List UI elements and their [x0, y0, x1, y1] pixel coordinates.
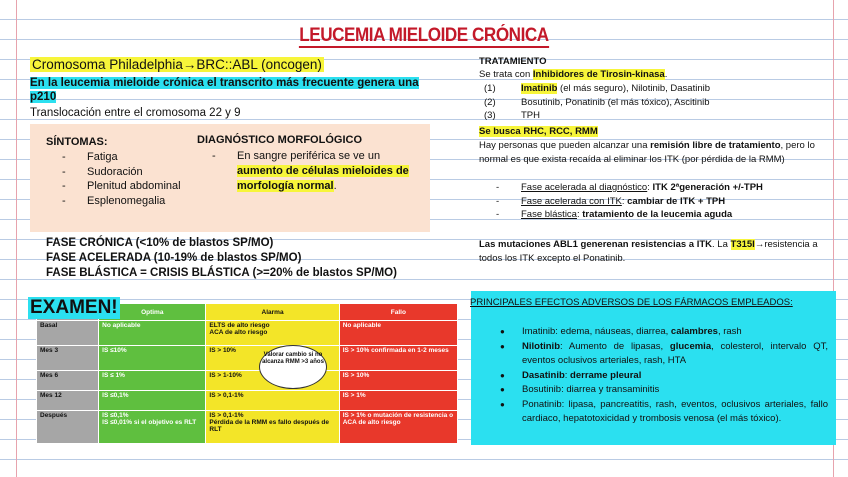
examen-label: EXAMEN! [30, 297, 118, 318]
table-row [37, 411, 458, 444]
table-cell: IS ≤10% [99, 346, 206, 371]
diagnostico-heading: DIAGNÓSTICO MORFOLÓGICO [197, 134, 362, 146]
list-item: (2) Bosutinib, Ponatinib (el más tóxico), Ascitinib [484, 96, 710, 108]
fase-cronica: FASE CRÓNICA (<10% de blastos SP/MO) [46, 237, 274, 249]
list-item: ● Imatinib: edema, náuseas, diarrea, calambres, rash [500, 325, 828, 340]
table-cell: IS > 1-10% [206, 371, 339, 391]
list-item: - Sudoración [46, 165, 196, 180]
diagnostico-text: - En sangre periférica se ve un aumento de células mieloides de morfología normal. [212, 150, 409, 192]
table-cell: Después [37, 411, 99, 444]
table-row [37, 321, 458, 346]
fase-blastica: FASE BLÁSTICA = CRISIS BLÁSTICA (>=20% de blastos SP/MO) [46, 267, 397, 279]
table-row [37, 371, 458, 391]
table-cell: IS > 10% [339, 371, 457, 391]
tratamiento-intro: Se trata con Inhibidores de Tirosin-kinasa. [479, 69, 668, 80]
table-cell: ELTS de alto riesgo ACA de alto riesgo [206, 321, 339, 346]
table-cell: Basal [37, 321, 99, 346]
list-item: - Esplenomegalia [46, 194, 196, 209]
table-cell: IS > 10% [206, 346, 339, 371]
mutaciones-text: Las mutaciones ABL1 generenan resistencias a ITK. La T315I→resistencia a todos los ITK excepto el Ponatinib. [479, 239, 818, 264]
table-cell: No aplicable [99, 321, 206, 346]
remision-text: Hay personas que pueden alcanzar una remisión libre de tratamiento, pero lo normal es que exista recaída al eliminar los ITK (por pérdida de la RMM) [479, 140, 815, 165]
table-cell: IS ≤0,1% [99, 391, 206, 411]
table-cell: No aplicable [339, 321, 457, 346]
tratamiento-heading: TRATAMIENTO [479, 56, 547, 67]
list-item: - Fatiga [46, 150, 196, 165]
rhc-goal: Se busca RHC, RCC, RMM [479, 126, 598, 137]
list-item: - Fase blástica: tratamiento de la leucemia aguda [496, 208, 826, 222]
cromosoma-philadelphia: Cromosoma Philadelphia→BRC::ABL (oncogen) [32, 57, 322, 72]
table-cell: IS > 0,1-1% [206, 391, 339, 411]
fases-list [46, 236, 397, 281]
list-item: - Plenitud abdominal [46, 179, 196, 194]
table-cell: Mes 12 [37, 391, 99, 411]
list-item: (3) TPH [484, 110, 540, 121]
list-item: ● Ponatinib: lipasa, pancreatitis, rash, eventos, oclusivos arteriales, fallo cardiaco, hepatotoxicidad y trombosis venosa (el más tóxico). [500, 398, 828, 427]
table-header-optima: Optima [99, 304, 206, 321]
table-cell: Mes 3 [37, 346, 99, 371]
sintomas-heading: SÍNTOMAS: [46, 136, 108, 148]
speech-bubble: Valorar cambio si no alcanza RMM >3 años [259, 345, 327, 389]
list-item: - Fase acelerada al diagnóstico: ITK 2ªgeneración +/-TPH [496, 181, 826, 195]
sintomas-list [46, 150, 196, 208]
translocacion-text: Translocación entre el cromosoma 22 y 9 [30, 107, 241, 119]
table-row [37, 346, 458, 371]
page-title: LEUCEMIA MIELOIDE CRÓNICA [299, 25, 549, 46]
list-item: (1) Imatinib (el más seguro), Nilotinib, Dasatinib [484, 83, 711, 94]
fases-tratamiento-list [496, 181, 826, 222]
list-item: - Fase acelerada con ITK: cambiar de ITK + TPH [496, 195, 826, 209]
tratamiento-list [484, 82, 710, 123]
table-cell: IS > 10% confirmada en 1-2 meses [339, 346, 457, 371]
examen-table [36, 303, 458, 444]
fase-acelerada: FASE ACELERADA (10-19% de blastos SP/MO) [46, 252, 302, 264]
table-row [37, 391, 458, 411]
table-cell: IS > 0,1-1% Pérdida de la RMM es fallo después de RLT [206, 411, 339, 444]
table-cell: IS ≤ 1% [99, 371, 206, 391]
table-cell: IS > 1% [339, 391, 457, 411]
table-cell: IS > 1% o mutación de resistencia o ACA de alto riesgo [339, 411, 457, 444]
diagnostico-highlight: aumento de células mieloides de morfología normal [237, 165, 409, 192]
efectos-list [500, 325, 828, 427]
table-cell: IS ≤0,1% IS ≤0,01% si el objetivo es RLT [99, 411, 206, 444]
efectos-heading: PRINCIPALES EFECTOS ADVERSOS DE LOS FÁRMACOS EMPLEADOS: [470, 297, 793, 308]
list-item: ● Bosutinib: diarrea y transaminitis [500, 383, 828, 398]
list-item: ● Dasatinib: derrame pleural [500, 369, 828, 384]
leucemia-transcrito: En la leucemia mieloide crónica el transcrito más frecuente genera una p210 [30, 77, 419, 103]
table-header-alarma: Alarma [206, 304, 339, 321]
list-item: ● Nilotinib: Aumento de lipasas, glucemia, colesterol, intervalo QT, eventos oclusivos arteriales, rash, HTA [500, 340, 828, 369]
table-cell: Mes 6 [37, 371, 99, 391]
table-header-fallo: Fallo [339, 304, 457, 321]
